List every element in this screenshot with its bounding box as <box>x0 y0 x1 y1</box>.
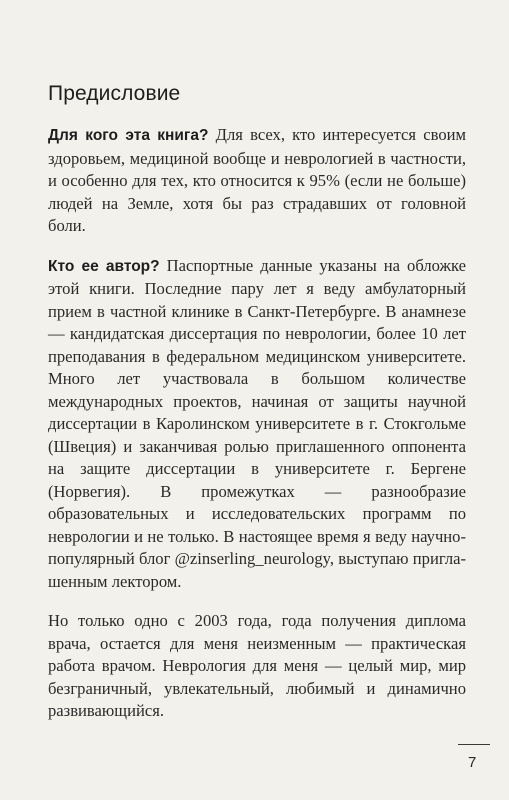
page-number: 7 <box>468 754 477 771</box>
paragraph-author <box>48 255 466 594</box>
paragraph-lead: Для кого эта книга? <box>48 127 209 144</box>
paragraph-practice <box>48 610 466 723</box>
paragraph-text: Для всех, кто интересуется своим здоровьем, медициной вообще и неврологией в частности, и особенно для тех, кто относится к 95% (если не больше) людей на Земле, хотя бы раз страдавших от головной боли. <box>48 125 466 235</box>
body-text <box>48 124 466 740</box>
chapter-heading: Предисловие <box>48 82 181 105</box>
paragraph-audience <box>48 124 466 238</box>
paragraph-text: Но только одно с 2003 года, года получения диплома врача, остается для меня неизменным — практическая работа врачом. Неврология для меня — целый мир, мир безграничный, увлекательный, любимый и динамично развивающийся. <box>48 611 466 720</box>
footer-rule <box>458 744 490 745</box>
paragraph-lead: Кто ее автор? <box>48 257 160 275</box>
paragraph-text: Паспортные данные указаны на обложке этой книги. Последние пару лет я веду амбулаторный прием в частной клинике в Санкт-Петербурге. В анамнезе — кандидатская диссертация по неврологии, более 10 лет преподавания в федеральном медицинском университете. Много лет участвовала в большом количестве международных проектов, начиная от защиты научной диссертации в Каролинском университете в г. Стокгольме (Швеция) и заканчивая ролью приглашенного оппонента на защите диссертации в университете г. Бергене (Норвегия). В промежутках — разнообразие образовательных и исследовательских программ по неврологии и не только. В настоящее время я веду научно-популярный блог @zinserling_neurology, выступаю приглашенным лектором. <box>48 255 466 591</box>
